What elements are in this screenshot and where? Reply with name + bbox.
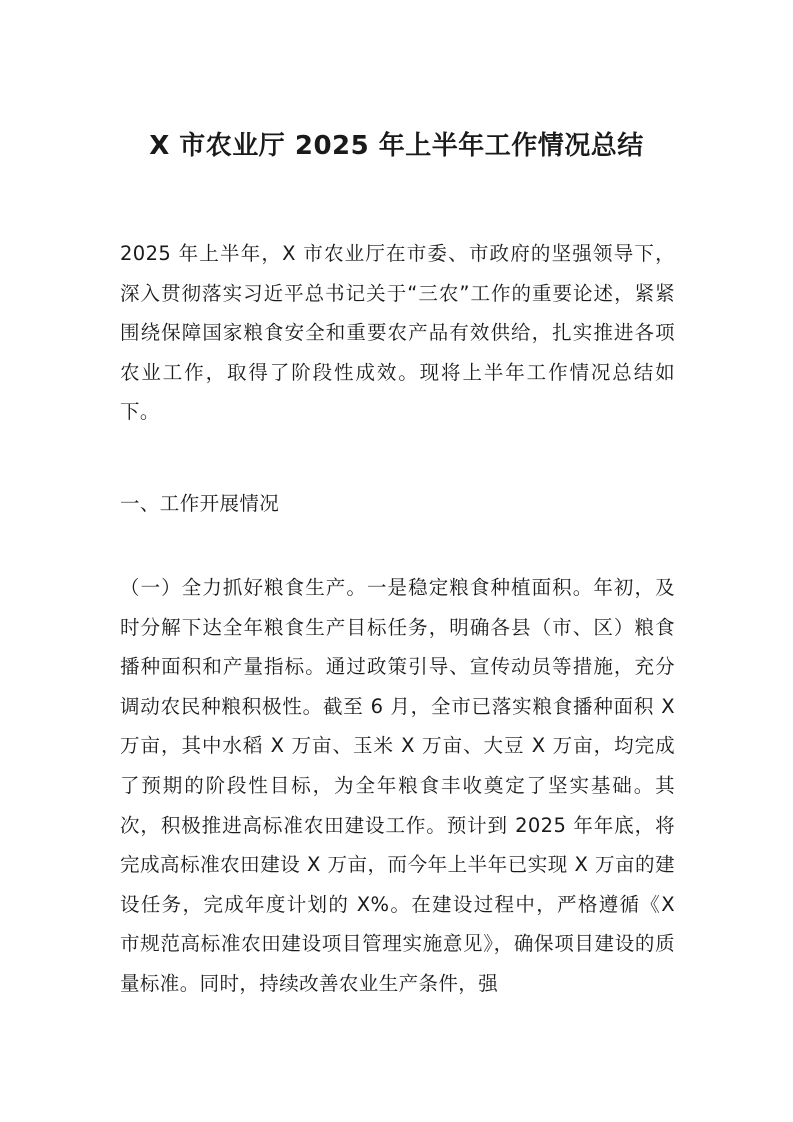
section-heading: 一、工作开展情况: [120, 492, 280, 515]
intro-paragraph: 2025 年上半年，X 市农业厅在市委、市政府的坚强领导下，深入贯彻落实习近平总书记关于“三农”工作的重要论述，紧紧围绕保障国家粮食安全和重要农产品有效供给，扎实推进各项农业工作，取得了阶段性成效。现将上半年工作情况总结如下。: [120, 242, 675, 424]
section-body-paragraph: （一）全力抓好粮食生产。一是稳定粮食种植面积。年初，及时分解下达全年粮食生产目标任务，明确各县（市、区）粮食播种面积和产量指标。通过政策引导、宣传动员等措施，充分调动农民种粮积极性。截至 6 月，全市已落实粮食播种面积 X 万亩，其中水稻 X 万亩、玉米 X 万亩、大豆 X 万亩，均完成了预期的阶段性目标，为全年粮食丰收奠定了坚实基础。其次，积极推进高标准农田建设工作。预计到 2025 年年底，将完成高标准农田建设 X 万亩，而今年上半年已实现 X 万亩的建设任务，完成年度计划的 X%。在建设过程中，严格遵循《X 市规范高标准农田建设项目管理实施意见》，确保项目建设的质量标准。同时，持续改善农业生产条件，强: [120, 576, 675, 995]
document-title: X 市农业厅 2025 年上半年工作情况总结: [149, 131, 644, 161]
